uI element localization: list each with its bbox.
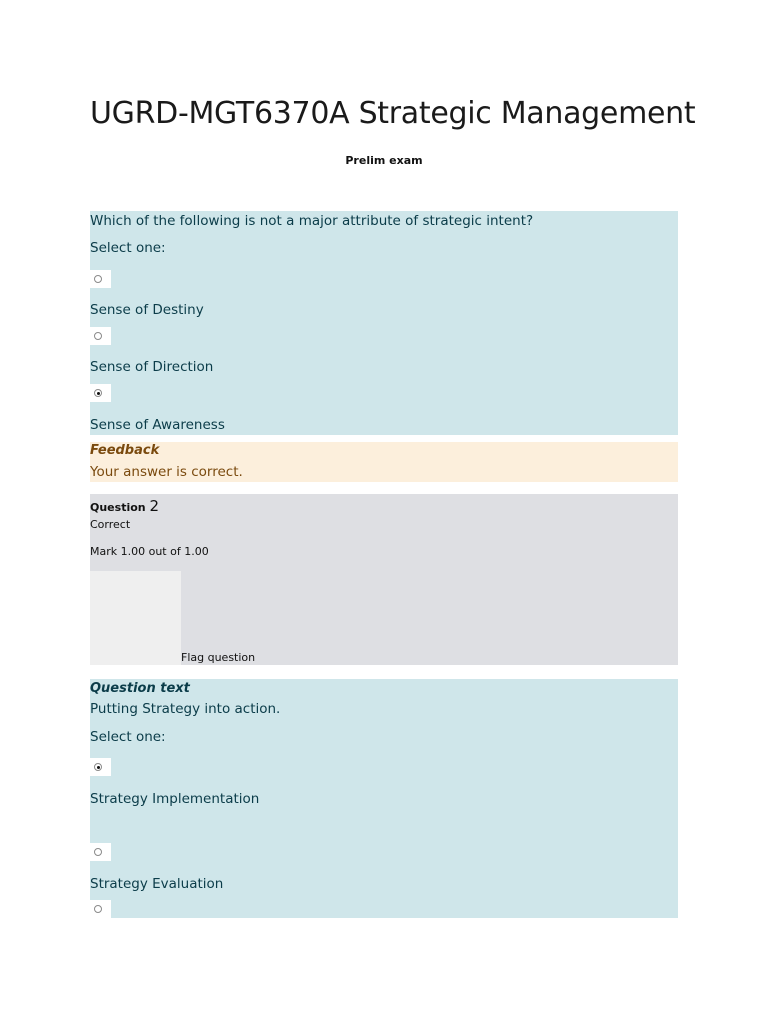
flag-question-link[interactable]: Flag question xyxy=(181,651,256,664)
option-label[interactable]: Strategy Evaluation xyxy=(90,876,224,892)
question-2-panel xyxy=(90,679,678,918)
question-status: Correct xyxy=(90,518,131,531)
radio-option-sense-of-destiny[interactable] xyxy=(90,270,111,288)
question-number-value: 2 xyxy=(149,497,159,515)
feedback-panel xyxy=(90,442,678,482)
radio-unchecked-icon[interactable] xyxy=(94,848,102,856)
question-1-text: Which of the following is not a major attribute of strategic intent? xyxy=(90,213,534,229)
question-2-info-panel xyxy=(90,494,678,665)
radio-unchecked-icon[interactable] xyxy=(94,275,102,283)
question-1-panel xyxy=(90,211,678,435)
feedback-message: Your answer is correct. xyxy=(90,464,243,480)
radio-option-strategy-evaluation[interactable] xyxy=(90,843,111,861)
select-one-label: Select one: xyxy=(90,240,166,256)
option-label[interactable]: Sense of Direction xyxy=(90,359,214,375)
option-label[interactable]: Sense of Destiny xyxy=(90,302,204,318)
question-text-heading: Question text xyxy=(90,681,190,696)
page-title: UGRD-MGT6370A Strategic Management xyxy=(90,96,696,131)
radio-checked-icon[interactable] xyxy=(94,763,102,771)
option-label[interactable]: Strategy Implementation xyxy=(90,791,260,807)
option-label[interactable]: Sense of Awareness xyxy=(90,417,225,433)
radio-option-strategy-implementation[interactable] xyxy=(90,758,111,776)
flag-icon[interactable] xyxy=(90,571,181,665)
radio-unchecked-icon[interactable] xyxy=(94,905,102,913)
question-number xyxy=(90,497,159,515)
radio-unchecked-icon[interactable] xyxy=(94,332,102,340)
radio-option-3[interactable] xyxy=(90,900,111,918)
select-one-label: Select one: xyxy=(90,729,166,745)
question-mark: Mark 1.00 out of 1.00 xyxy=(90,545,209,558)
radio-checked-icon[interactable] xyxy=(94,389,102,397)
feedback-heading: Feedback xyxy=(90,443,160,458)
question-word: Question xyxy=(90,501,146,514)
radio-option-sense-of-awareness[interactable] xyxy=(90,384,111,402)
radio-option-sense-of-direction[interactable] xyxy=(90,327,111,345)
exam-name: Prelim exam xyxy=(345,154,423,167)
question-2-text: Putting Strategy into action. xyxy=(90,701,281,717)
